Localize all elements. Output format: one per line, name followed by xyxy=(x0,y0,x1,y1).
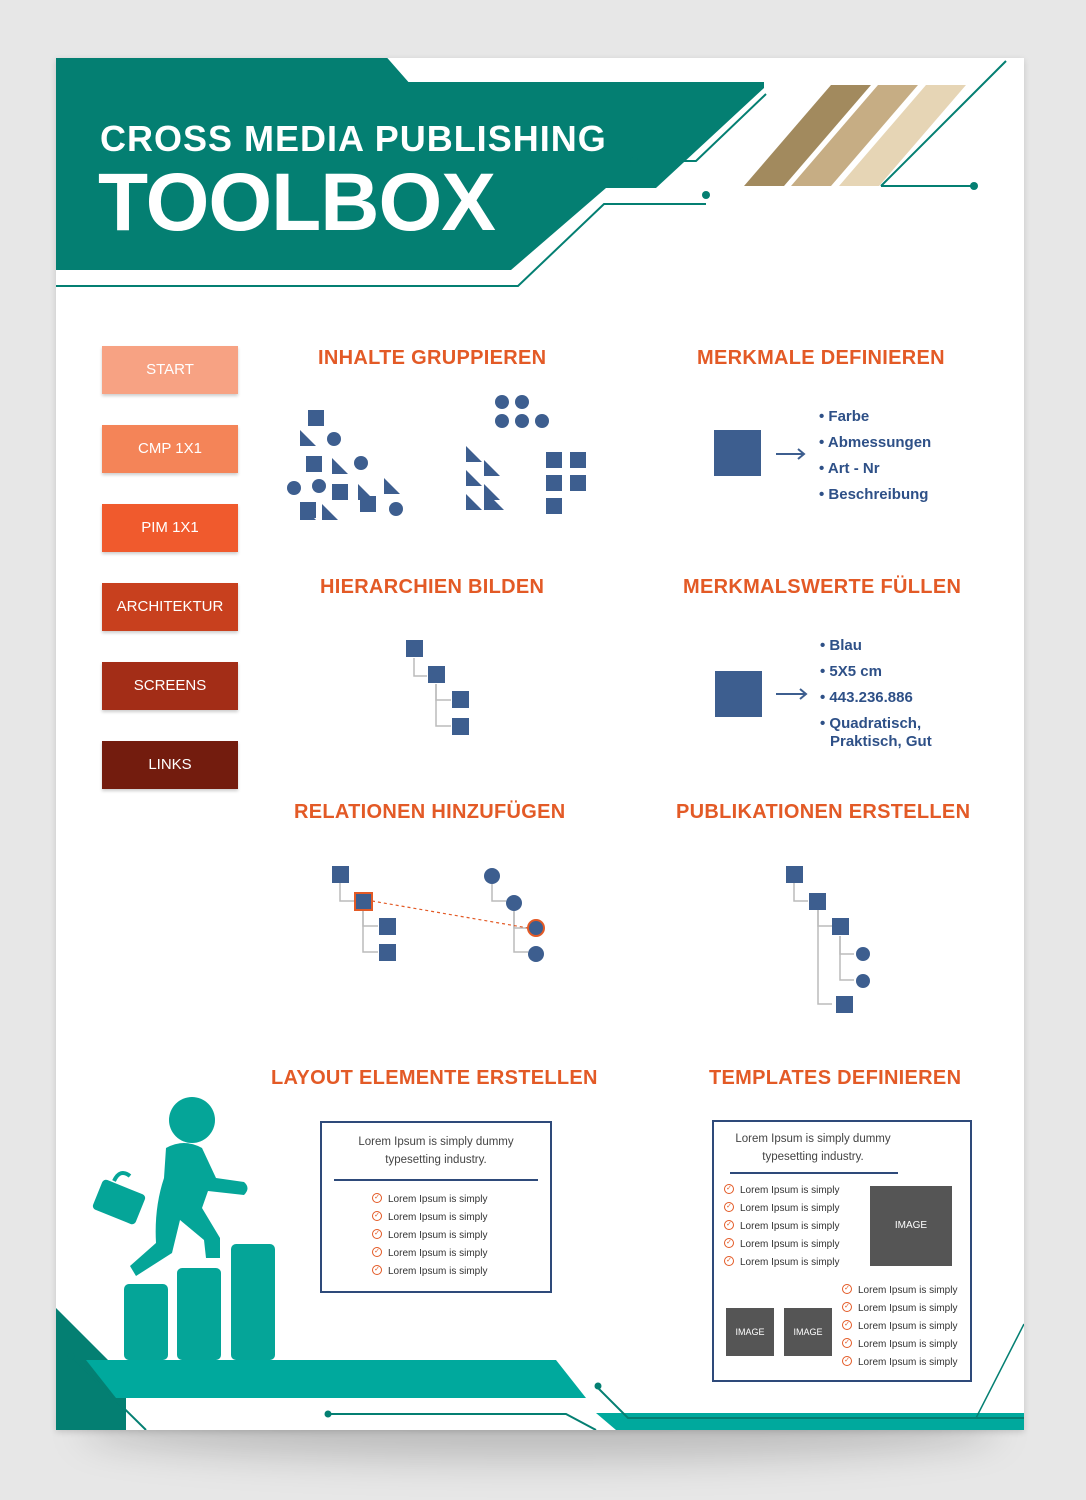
inhalte-gruppieren-graphic xyxy=(287,395,586,520)
check-icon: ✓ xyxy=(724,1184,734,1194)
header-title: TOOLBOX xyxy=(98,157,495,248)
section-title-hierarchien: HIERARCHIEN BILDEN xyxy=(320,576,545,598)
template-card-divider xyxy=(730,1172,898,1174)
check-icon: ✓ xyxy=(842,1320,852,1330)
check-icon: ✓ xyxy=(724,1238,734,1248)
merkmale-item: • Beschreibung xyxy=(819,486,929,503)
list-item xyxy=(724,1218,839,1236)
layout-card xyxy=(320,1121,552,1293)
list-item xyxy=(372,1263,487,1281)
merkmale-arrow xyxy=(776,449,804,459)
check-icon: ✓ xyxy=(372,1211,382,1221)
publikationen-graphic xyxy=(786,866,870,1013)
template-card xyxy=(712,1120,972,1382)
check-icon: ✓ xyxy=(372,1229,382,1239)
list-item xyxy=(724,1182,839,1200)
hierarchien-graphic xyxy=(406,640,469,735)
template-card-right-list xyxy=(842,1282,957,1372)
circuit-node xyxy=(630,157,638,165)
section-title-inhalte: INHALTE GRUPPIEREN xyxy=(318,347,547,369)
check-icon: ✓ xyxy=(842,1284,852,1294)
list-item xyxy=(724,1236,839,1254)
list-item xyxy=(372,1245,487,1263)
section-title-templates: TEMPLATES DEFINIEREN xyxy=(709,1067,962,1089)
list-item xyxy=(372,1191,487,1209)
footer-line-right-2 xyxy=(976,1324,1024,1418)
list-item-text: Lorem Ipsum is simply xyxy=(388,1248,488,1259)
check-icon: ✓ xyxy=(724,1202,734,1212)
list-item xyxy=(842,1300,957,1318)
section-title-merkmale: MERKMALE DEFINIEREN xyxy=(697,347,945,369)
list-item xyxy=(372,1209,487,1227)
werte-item: • Quadratisch, xyxy=(820,715,922,732)
template-image-large: IMAGE xyxy=(870,1186,952,1266)
list-item-text: Lorem Ipsum is simply xyxy=(858,1285,958,1296)
circuit-node xyxy=(325,1411,332,1418)
footer-band xyxy=(86,1360,586,1398)
list-item-text: Lorem Ipsum is simply xyxy=(740,1185,840,1196)
header-subtitle: CROSS MEDIA PUBLISHING xyxy=(100,118,607,159)
section-title-publikationen: PUBLIKATIONEN ERSTELLEN xyxy=(676,801,971,823)
merkmale-item: • Farbe xyxy=(819,408,870,425)
section-title-layout: LAYOUT ELEMENTE ERSTELLEN xyxy=(271,1067,598,1089)
check-icon: ✓ xyxy=(842,1356,852,1366)
header-outline-line xyxy=(386,58,764,83)
check-icon: ✓ xyxy=(842,1302,852,1312)
check-icon: ✓ xyxy=(842,1338,852,1348)
list-item-text: Lorem Ipsum is simply xyxy=(740,1257,840,1268)
climbing-man-illustration xyxy=(92,1097,275,1360)
nav-cmp-button[interactable]: CMP 1X1 xyxy=(102,425,238,473)
check-icon: ✓ xyxy=(724,1220,734,1230)
poster xyxy=(56,58,1024,1430)
werte-item: Praktisch, Gut xyxy=(830,733,932,750)
footer-band-right xyxy=(596,1413,1024,1430)
merkmale-item: • Art - Nr xyxy=(819,460,880,477)
circuit-node xyxy=(970,182,978,190)
werte-item: • 5X5 cm xyxy=(820,663,882,680)
circuit-node xyxy=(595,1383,602,1390)
nav-pim-button[interactable]: PIM 1X1 xyxy=(102,504,238,552)
list-item-text: Lorem Ipsum is simply xyxy=(858,1321,958,1332)
briefcase-handle xyxy=(114,1173,130,1181)
werte-square xyxy=(715,671,762,717)
nav-links-button[interactable]: LINKS xyxy=(102,741,238,789)
list-item-text: Lorem Ipsum is simply xyxy=(740,1221,840,1232)
template-card-heading-2: typesetting industry. xyxy=(762,1151,864,1163)
nav-screens-button[interactable]: SCREENS xyxy=(102,662,238,710)
list-item-text: Lorem Ipsum is simply xyxy=(740,1203,840,1214)
list-item-text: Lorem Ipsum is simply xyxy=(740,1239,840,1250)
layout-card-heading-2: typesetting industry. xyxy=(385,1154,487,1166)
list-item xyxy=(724,1254,839,1272)
check-icon: ✓ xyxy=(372,1247,382,1257)
list-item xyxy=(842,1282,957,1300)
werte-item: • 443.236.886 xyxy=(820,689,913,706)
list-item-text: Lorem Ipsum is simply xyxy=(388,1194,488,1205)
list-item xyxy=(724,1200,839,1218)
list-item-text: Lorem Ipsum is simply xyxy=(388,1266,488,1277)
section-title-relationen: RELATIONEN HINZUFÜGEN xyxy=(294,801,566,823)
relationen-graphic xyxy=(332,866,544,962)
circuit-node xyxy=(68,1353,75,1360)
list-item-text: Lorem Ipsum is simply xyxy=(858,1303,958,1314)
nav-start-button[interactable]: START xyxy=(102,346,238,394)
template-card-heading-1: Lorem Ipsum is simply dummy xyxy=(735,1133,891,1145)
merkmale-item: • Abmessungen xyxy=(819,434,932,451)
template-card-left-list xyxy=(724,1182,839,1272)
circuit-node xyxy=(702,191,710,199)
list-item xyxy=(842,1354,957,1372)
werte-item: • Blau xyxy=(820,637,862,654)
list-item xyxy=(842,1336,957,1354)
check-icon: ✓ xyxy=(372,1265,382,1275)
list-item-text: Lorem Ipsum is simply xyxy=(388,1230,488,1241)
check-icon: ✓ xyxy=(724,1256,734,1266)
list-item-text: Lorem Ipsum is simply xyxy=(388,1212,488,1223)
list-item xyxy=(842,1318,957,1336)
footer-line-mid xyxy=(328,1414,596,1430)
list-item-text: Lorem Ipsum is simply xyxy=(858,1339,958,1350)
section-title-merkmalswerte: MERKMALSWERTE FÜLLEN xyxy=(683,576,962,598)
template-image-small: IMAGE xyxy=(784,1308,832,1356)
check-icon: ✓ xyxy=(372,1193,382,1203)
merkmale-square xyxy=(714,430,761,476)
layout-card-divider xyxy=(334,1179,538,1181)
template-image-small: IMAGE xyxy=(726,1308,774,1356)
layout-card-list xyxy=(372,1191,487,1281)
layout-card-heading-1: Lorem Ipsum is simply dummy xyxy=(358,1136,514,1148)
list-item xyxy=(372,1227,487,1245)
list-item-text: Lorem Ipsum is simply xyxy=(858,1357,958,1368)
nav-architektur-button[interactable]: ARCHITEKTUR xyxy=(102,583,238,631)
werte-arrow xyxy=(776,689,806,699)
